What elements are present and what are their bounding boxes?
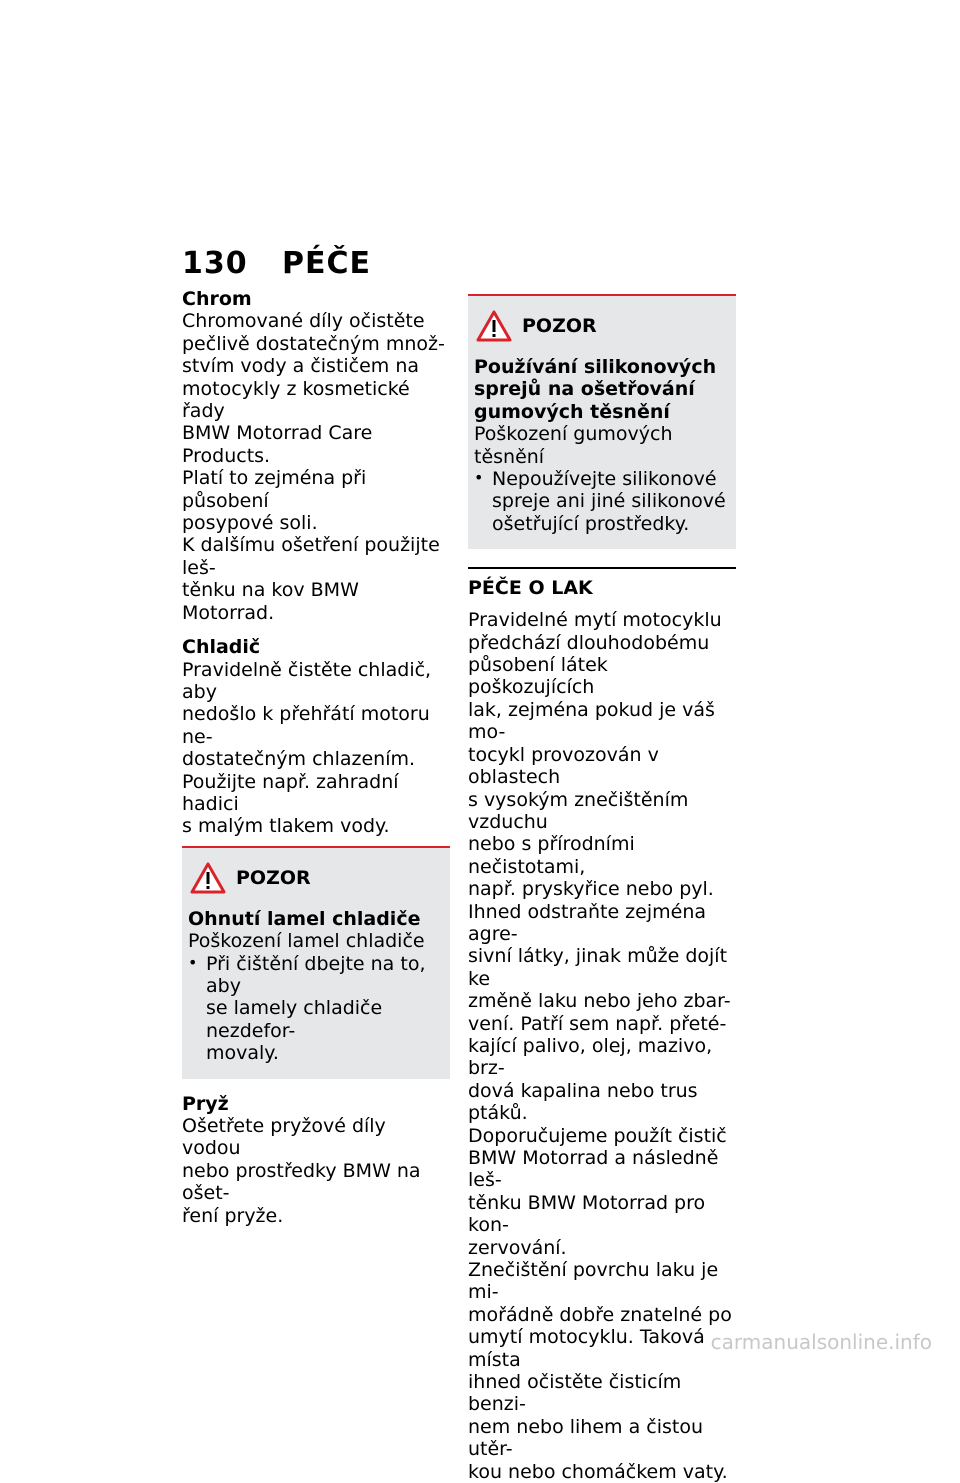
text-line: mořádně dobře znatelné po — [468, 1303, 732, 1326]
text-line: umytí motocyklu. Taková místa — [468, 1326, 705, 1371]
text-line: spreje ani jiné silikonové — [492, 490, 726, 513]
section-heading: PÉČE O LAK — [468, 567, 736, 599]
section-chladic — [182, 636, 450, 838]
section-heading: Pryž — [182, 1092, 229, 1115]
warning-label: POZOR — [522, 315, 597, 337]
text-line: ošetřující prostředky. — [492, 512, 690, 535]
section-pryz — [182, 1093, 450, 1227]
page-title: PÉČE — [282, 246, 371, 281]
text-line: Chromované díly očistěte — [182, 310, 425, 333]
text-line: Použijte např. zahradní hadici — [182, 770, 399, 815]
page-header — [182, 246, 371, 281]
text-line: sivní látky, jinak může dojít ke — [468, 945, 728, 990]
text-line: Znečištění povrchu laku je mi- — [468, 1259, 719, 1304]
text-line: nebo prostředky BMW na ošet- — [182, 1159, 421, 1205]
text-line: těnku na kov BMW Motorrad. — [182, 579, 359, 624]
text-line: předchází dlouhodobému — [468, 631, 710, 654]
text-line: vení. Patří sem např. přeté- — [468, 1012, 727, 1035]
text-line: posypové soli. — [182, 512, 318, 535]
text-line: nebo s přírodními nečistotami, — [468, 833, 635, 878]
text-line: BMW Motorrad Care Products. — [182, 422, 373, 467]
watermark: carmanualsonline.info — [710, 1330, 932, 1354]
text-line: dostatečným chlazením. — [182, 748, 416, 771]
text-line: Doporučujeme použít čistič — [468, 1124, 727, 1147]
text-line: movaly. — [206, 1042, 279, 1065]
warning-triangle-icon — [476, 310, 512, 342]
warning-title — [474, 310, 728, 342]
text-line: ihned očistěte čisticím benzi- — [468, 1371, 682, 1416]
text-line: působení látek poškozujících — [468, 654, 608, 699]
warning-box-silicone — [468, 294, 736, 549]
text-line: změně laku nebo jeho zbar- — [468, 990, 731, 1013]
text-line: s malým tlakem vody. — [182, 815, 390, 838]
warning-text: Poškození gumových těsnění — [474, 423, 673, 468]
text-line: s vysokým znečištěním vzduchu — [468, 788, 689, 833]
text-line: • Nepoužívejte silikonové — [492, 468, 717, 491]
text-line: dová kapalina nebo trus ptáků. — [468, 1079, 698, 1125]
text-line: zervování. — [468, 1236, 567, 1259]
text-line: lak, zejména pokud je váš mo- — [468, 698, 715, 744]
warning-bullet — [474, 468, 728, 535]
warning-heading: sprejů na ošetřování — [474, 378, 695, 401]
text-line: se lamely chladiče nezdefor- — [206, 997, 383, 1042]
right-column — [468, 294, 736, 1483]
text-line: Platí to zejména při působení — [182, 467, 367, 512]
page-number: 130 — [182, 246, 248, 281]
warning-triangle-icon — [190, 862, 226, 894]
text-line: • Při čištění dbejte na to, aby — [206, 952, 426, 997]
text-line: ření pryže. — [182, 1204, 284, 1227]
warning-text: Poškození lamel chladiče — [188, 930, 425, 953]
text-line: tocykl provozován v oblastech — [468, 743, 659, 789]
text-line: Pravidelně čistěte chladič, aby — [182, 658, 432, 703]
warning-heading: Ohnutí lamel chladiče — [188, 907, 421, 930]
text-line: kou nebo chomáčkem vaty. — [468, 1460, 728, 1483]
text-line: např. pryskyřice nebo pyl. — [468, 878, 714, 901]
text-line: Ošetřete pryžové díly vodou — [182, 1115, 386, 1160]
text-line: K dalšímu ošetření použijte leš- — [182, 534, 440, 579]
warning-box-radiator — [182, 846, 450, 1079]
text-line: nedošlo k přehřátí motoru ne- — [182, 703, 430, 748]
left-column — [182, 288, 450, 1227]
warning-label: POZOR — [236, 866, 311, 889]
warning-heading: Používání silikonových — [474, 356, 717, 378]
text-line: nem nebo lihem a čistou utěr- — [468, 1415, 703, 1461]
text-line: Ihned odstraňte zejména agre- — [468, 900, 707, 945]
text-line: motocykly z kosmetické řady — [182, 377, 410, 423]
section-heading: Chladič — [182, 636, 261, 659]
warning-bullet — [188, 953, 442, 1065]
text-line: pečlivě dostatečným množ- — [182, 332, 445, 355]
text-line: těnku BMW Motorrad pro kon- — [468, 1191, 706, 1237]
section-chrom — [182, 288, 450, 624]
warning-heading: gumových těsnění — [474, 400, 670, 423]
text-line: kající palivo, olej, mazivo, brz- — [468, 1034, 713, 1080]
text-line: Pravidelné mytí motocyklu — [468, 609, 722, 632]
text-line: stvím vody a čističem na — [182, 355, 420, 378]
warning-title — [188, 862, 442, 894]
section-lak — [468, 567, 736, 1483]
text-line: BMW Motorrad a následně leš- — [468, 1147, 719, 1192]
section-heading: Chrom — [182, 288, 252, 310]
